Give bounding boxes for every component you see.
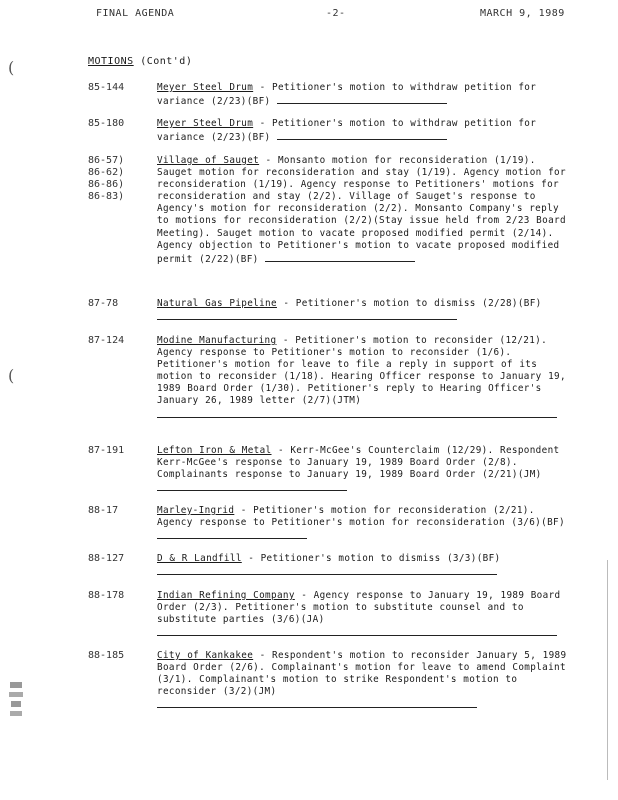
section-title: MOTIONS: [88, 56, 134, 67]
item-text: [157, 445, 567, 495]
item-text: [157, 553, 567, 579]
item-title: Modine Manufacturing: [157, 335, 277, 346]
docket-number: 88-127: [88, 553, 125, 564]
header-page-number: -2-: [326, 8, 346, 19]
item-text: [157, 335, 567, 422]
item-description: - Petitioner's motion to withdraw petition for variance (2/23)(BF): [157, 82, 537, 108]
item-title: Marley-Ingrid: [157, 505, 235, 516]
item-text: [157, 118, 567, 144]
docket-number: 87-124: [88, 335, 125, 346]
docket-number: 88-17: [88, 505, 119, 516]
item-description: - Kerr-McGee's Counterclaim (12/29). Respondent Kerr-McGee's response to January 19, 1989 Board Order (2/8). Complainants response to January 19, 1989 Board Order (2/21)(JM): [157, 445, 560, 481]
item-description: - Petitioner's motion to reconsider (12/21). Agency response to Petitioner's motion to reconsider (1/6). Petitioner's motion for leave to file a reply in support of its motion to reconsider (1/18). Hearing Officer response to January 19, 1989 Board Order (1/30). Petitioner's reply to Hearing Officer's January 26, 1989 letter (2/7)(JTM): [157, 335, 566, 407]
header-date: MARCH 9, 1989: [480, 8, 565, 19]
item-text: [157, 590, 567, 640]
item-description: - Agency response to January 19, 1989 Board Order (2/3). Petitioner's motion to substitute counsel and to substitute parties (3/6)(JA): [157, 590, 561, 626]
header-left: FINAL AGENDA: [96, 8, 175, 19]
item-description: - Petitioner's motion to dismiss (3/3)(BF): [241, 553, 501, 564]
item-title: Natural Gas Pipeline: [157, 298, 277, 309]
docket-number: 88-178: [88, 590, 125, 601]
item-text: [157, 505, 567, 543]
section-heading: [88, 56, 192, 67]
item-title: Lefton Iron & Metal: [157, 445, 272, 456]
item-text: [157, 82, 567, 108]
margin-stamp-icon: [8, 680, 24, 720]
docket-number: 85-180: [88, 118, 125, 129]
scan-edge-line: [607, 560, 608, 780]
docket-number: 86-57) 86-62) 86-86) 86-83): [88, 155, 125, 202]
item-title: Village of Sauget: [157, 155, 260, 166]
item-description: - Respondent's motion to reconsider January 5, 1989 Board Order (2/6). Complainant's motion for leave to amend Complaint (3/1). Complainant's motion to strike Respondent's motion to reconsider (3/2)(JM): [157, 650, 567, 698]
item-description: - Petitioner's motion to dismiss (2/28)(BF): [276, 298, 542, 309]
docket-number: 85-144: [88, 82, 125, 93]
item-title: Indian Refining Company: [157, 590, 295, 601]
item-description: - Monsanto motion for reconsideration (1/19). Sauget motion for reconsideration and stay (1/19). Agency motion for reconsideration (1/19). Agency response to Petitioners' motions for reconsideration and stay (2/2). Village of Sauget's response to Agency's motion for reconsideration (2/2). Monsanto Company's reply to motions for reconsideration (2/2)(Stay issue held from 2/23 Board Meeting). Sauget motion to vacate proposed modified permit (2/14). Agency objection to Petitioner's motion to vacate proposed modified permit (2/22)(BF): [157, 155, 566, 265]
item-title: City of Kankakee: [157, 650, 254, 661]
section-suffix: (Cont'd): [140, 56, 193, 67]
item-title: D & R Landfill: [157, 553, 242, 564]
margin-bracket-mark: (: [8, 366, 15, 385]
docket-number: 87-78: [88, 298, 119, 309]
item-title: Meyer Steel Drum: [157, 118, 254, 129]
docket-number: 88-185: [88, 650, 125, 661]
item-title: Meyer Steel Drum: [157, 82, 254, 93]
item-text: [157, 650, 567, 712]
margin-bracket-mark: (: [8, 58, 15, 77]
docket-number: 87-191: [88, 445, 125, 456]
item-text: [157, 298, 567, 324]
item-description: - Petitioner's motion for reconsideration (2/21). Agency response to Petitioner's motion for reconsideration (3/6)(BF): [157, 505, 565, 529]
item-text: [157, 155, 567, 266]
item-description: - Petitioner's motion to withdraw petition for variance (2/23)(BF): [157, 118, 537, 144]
